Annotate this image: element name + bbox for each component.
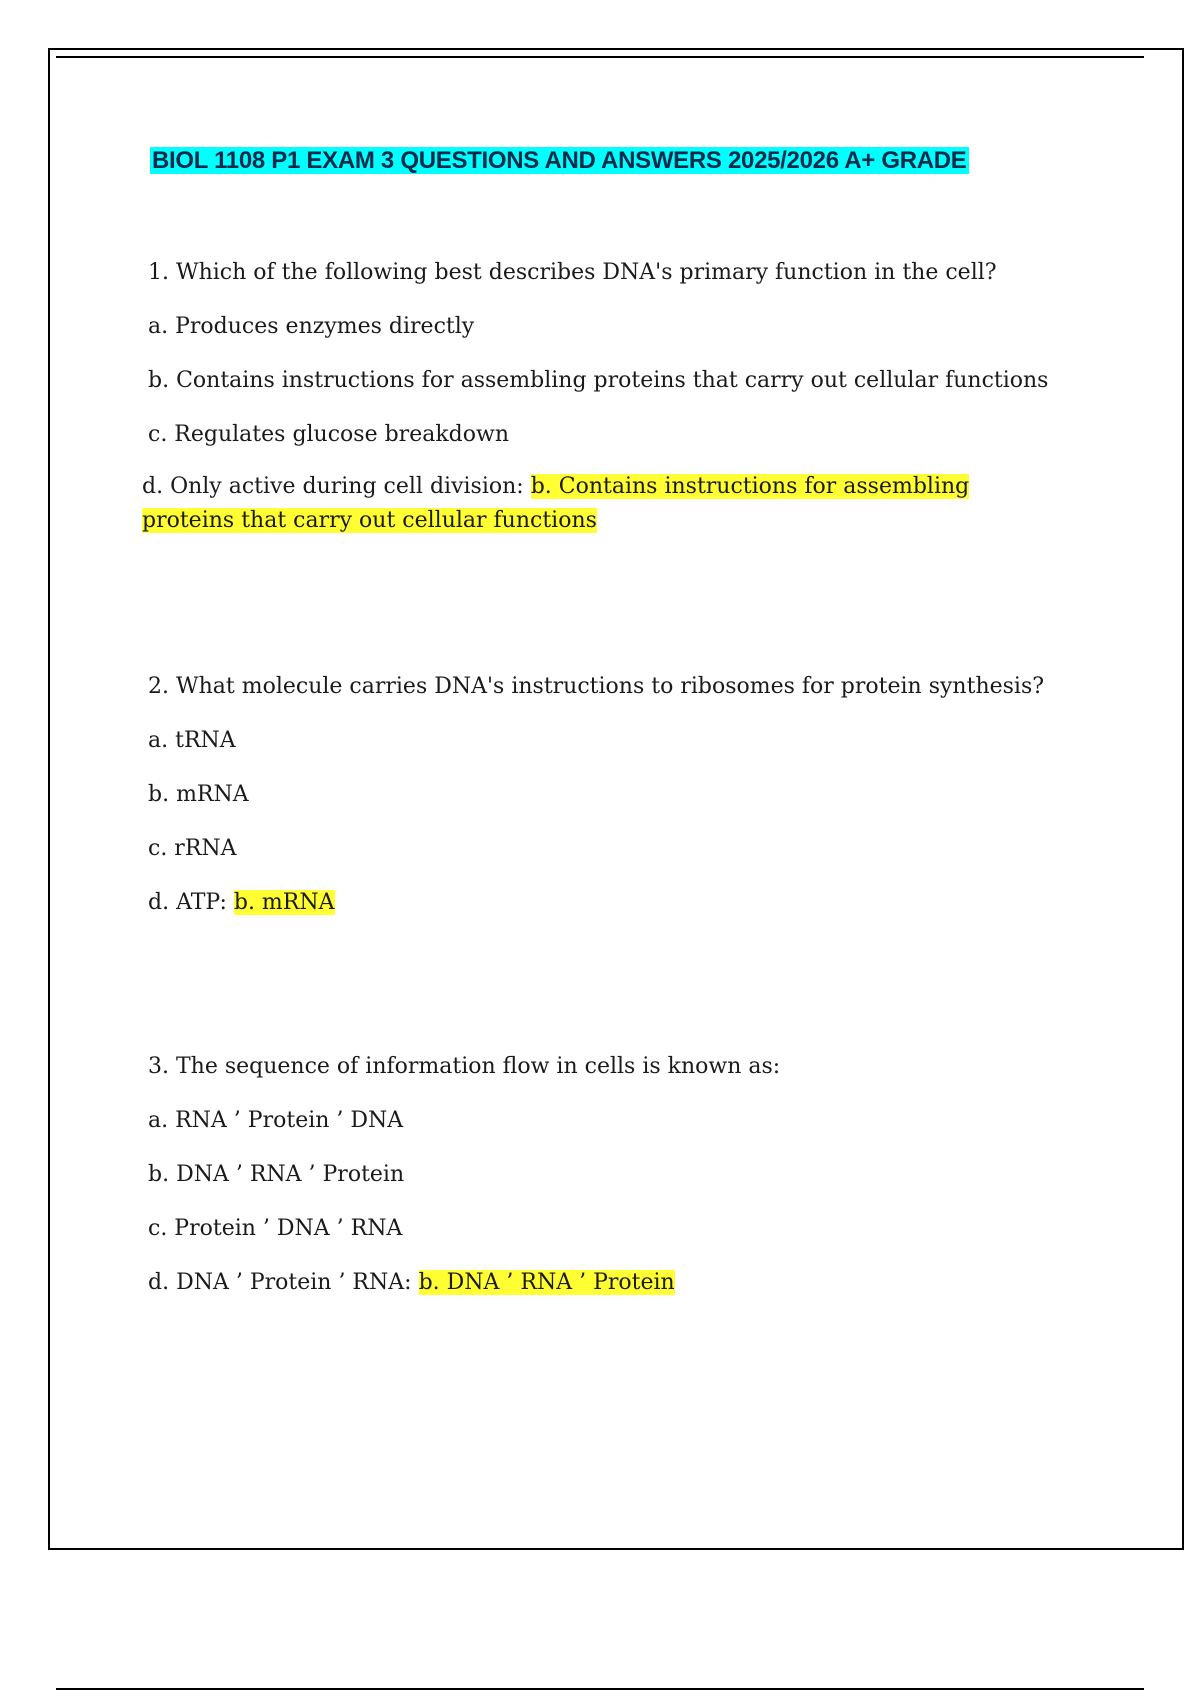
question-2-option-b: b. mRNA bbox=[148, 782, 249, 807]
question-2-answer: b. mRNA bbox=[233, 890, 335, 915]
page-title-text: BIOL 1108 P1 EXAM 3 QUESTIONS AND ANSWERS 2025/2026 A+ GRADE bbox=[152, 147, 967, 174]
question-2-option-d-text: d. ATP: bbox=[148, 890, 227, 915]
question-2-option-c: c. rRNA bbox=[148, 836, 237, 861]
question-3-option-d bbox=[148, 1268, 1088, 1298]
question-1-option-d bbox=[142, 470, 1002, 538]
question-1-option-a: a. Produces enzymes directly bbox=[148, 314, 475, 339]
question-1-stem: 1. Which of the following best describes DNA's primary function in the cell? bbox=[148, 260, 997, 285]
question-1-answer: b. Contains instructions for assembling proteins that carry out cellular functions bbox=[142, 474, 970, 533]
bottom-rule bbox=[56, 1688, 1144, 1690]
question-3 bbox=[148, 1052, 1088, 1298]
question-1-option-c: c. Regulates glucose breakdown bbox=[148, 422, 509, 447]
question-2-stem: 2. What molecule carries DNA's instructions to ribosomes for protein synthesis? bbox=[148, 674, 1045, 699]
page-title bbox=[150, 145, 969, 177]
question-2-option-d bbox=[148, 888, 1088, 918]
question-3-answer: b. DNA ’ RNA ’ Protein bbox=[418, 1270, 675, 1295]
question-1-option-d-text: d. Only active during cell division: bbox=[142, 474, 524, 499]
question-2 bbox=[148, 672, 1088, 918]
question-2-option-a: a. tRNA bbox=[148, 728, 236, 753]
question-1-option-b: b. Contains instructions for assembling proteins that carry out cellular functions bbox=[148, 368, 1049, 393]
question-3-option-c: c. Protein ’ DNA ’ RNA bbox=[148, 1216, 403, 1241]
question-3-option-b: b. DNA ’ RNA ’ Protein bbox=[148, 1162, 405, 1187]
question-3-option-a: a. RNA ’ Protein ’ DNA bbox=[148, 1108, 404, 1133]
question-3-stem: 3. The sequence of information flow in cells is known as: bbox=[148, 1054, 781, 1079]
question-1 bbox=[142, 258, 1088, 538]
question-3-option-d-text: d. DNA ’ Protein ’ RNA: bbox=[148, 1270, 412, 1295]
